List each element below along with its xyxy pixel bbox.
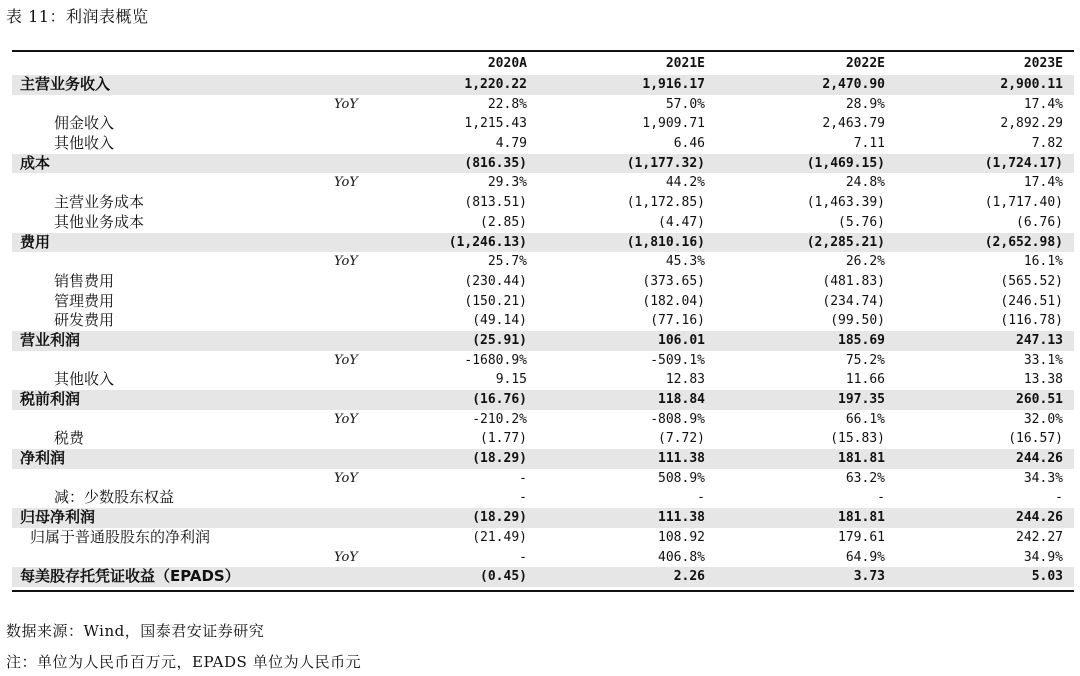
table-row — [12, 469, 1074, 489]
cell-2022e: (1,463.39) — [806, 195, 885, 211]
cell-2021e: - — [697, 490, 705, 506]
cell-2023e: 242.27 — [1016, 529, 1063, 545]
table-row — [12, 213, 1074, 233]
cell-2021e: 111.38 — [658, 510, 705, 526]
cell-2020a: 4.79 — [495, 136, 527, 152]
table-row — [12, 233, 1074, 253]
cell-2020a: 1,215.43 — [464, 116, 527, 132]
cell-2020a: (18.29) — [472, 451, 527, 467]
cell-2020a: - — [519, 549, 527, 565]
cell-2022e: 185.69 — [838, 332, 885, 348]
cell-2023e: 244.26 — [1016, 510, 1063, 526]
cell-2021e: (1,177.32) — [626, 155, 705, 171]
table-row — [12, 272, 1074, 292]
cell-2020a: 25.7% — [487, 254, 527, 270]
cell-2022e: 197.35 — [838, 392, 885, 407]
cell-2022e: 75.2% — [845, 352, 885, 368]
table-header-row — [12, 55, 1074, 73]
table-row — [12, 95, 1074, 115]
cell-2022e: (2,285.21) — [806, 234, 885, 250]
cell-2023e: 7.82 — [1031, 136, 1063, 152]
column-header-2022e: 2022E — [845, 56, 885, 71]
table-bottom-rule — [12, 590, 1074, 592]
cell-2022e: 181.81 — [838, 451, 885, 467]
row-label: 净利润 — [20, 449, 66, 468]
table-row — [12, 252, 1074, 272]
row-label: 归属于普通股股东的净利润 — [30, 527, 211, 546]
table-row — [12, 193, 1074, 213]
cell-2022e: 179.61 — [838, 529, 885, 545]
cell-2020a: (150.21) — [464, 293, 527, 309]
yoy-label: YoY — [334, 352, 358, 368]
cell-2020a: (18.29) — [472, 510, 527, 526]
cell-2021e: 57.0% — [665, 96, 705, 112]
table-row — [12, 311, 1074, 331]
cell-2020a: (49.14) — [472, 313, 527, 329]
table-caption: 表 11：利润表概览 — [6, 7, 149, 26]
table-row — [12, 351, 1074, 371]
cell-2021e: 6.46 — [673, 136, 705, 152]
table-row — [12, 370, 1074, 390]
cell-2022e: 24.8% — [845, 175, 885, 191]
cell-2023e: 13.38 — [1023, 372, 1063, 388]
table-row — [12, 548, 1074, 568]
cell-2021e: 111.38 — [658, 451, 705, 467]
cell-2021e: (373.65) — [642, 273, 705, 289]
cell-2022e: 64.9% — [845, 549, 885, 565]
cell-2020a: (1.77) — [480, 431, 527, 447]
cell-2022e: 66.1% — [845, 411, 885, 427]
cell-2023e: 17.4% — [1023, 96, 1063, 112]
cell-2020a: (813.51) — [464, 195, 527, 211]
cell-2020a: (1,246.13) — [448, 234, 527, 250]
cell-2023e: 5.03 — [1031, 569, 1063, 585]
cell-2023e: (2,652.98) — [984, 234, 1063, 250]
source-note: 数据来源：Wind，国泰君安证券研究 — [6, 622, 265, 640]
row-label: 减：少数股东权益 — [54, 488, 175, 507]
cell-2023e: (16.57) — [1008, 431, 1063, 447]
cell-2021e: (1,172.85) — [626, 195, 705, 211]
cell-2022e: (234.74) — [822, 293, 885, 309]
cell-2020a: (25.91) — [472, 332, 527, 348]
cell-2023e: - — [1055, 490, 1063, 506]
table-row — [12, 410, 1074, 430]
cell-2022e: (15.83) — [830, 431, 885, 447]
yoy-label: YoY — [334, 254, 358, 270]
cell-2020a: (16.76) — [472, 392, 527, 407]
row-label: 其他收入 — [54, 134, 115, 153]
cell-2023e: 244.26 — [1016, 451, 1063, 467]
cell-2020a: -1680.9% — [464, 352, 527, 368]
cell-2023e: 32.0% — [1023, 411, 1063, 427]
cell-2022e: 11.66 — [845, 372, 885, 388]
table-row — [12, 528, 1074, 548]
cell-2021e: 106.01 — [658, 332, 705, 348]
table-row — [12, 75, 1074, 95]
table-row — [12, 331, 1074, 351]
table-row — [12, 154, 1074, 174]
cell-2023e: 2,892.29 — [1000, 116, 1063, 132]
column-header-2021e: 2021E — [665, 56, 705, 71]
row-label: 归母净利润 — [20, 508, 96, 527]
cell-2021e: 1,916.17 — [642, 77, 705, 92]
yoy-label: YoY — [334, 96, 358, 112]
row-label: 税前利润 — [20, 390, 81, 408]
table-row — [12, 114, 1074, 134]
cell-2021e: -509.1% — [650, 352, 705, 368]
table-row — [12, 429, 1074, 449]
cell-2021e: 45.3% — [665, 254, 705, 270]
cell-2021e: (7.72) — [658, 431, 705, 447]
cell-2021e: 406.8% — [658, 549, 705, 565]
cell-2022e: (99.50) — [830, 313, 885, 329]
cell-2023e: 247.13 — [1016, 332, 1063, 348]
column-header-2020a: 2020A — [487, 56, 527, 71]
cell-2020a: 22.8% — [487, 96, 527, 112]
cell-2021e: 12.83 — [665, 372, 705, 388]
table-row — [12, 488, 1074, 508]
row-label: 佣金收入 — [54, 114, 115, 133]
row-label: 其他收入 — [54, 370, 115, 389]
yoy-label: YoY — [334, 549, 358, 565]
cell-2022e: 26.2% — [845, 254, 885, 270]
cell-2020a: (2.85) — [480, 214, 527, 230]
column-header-2023e: 2023E — [1023, 56, 1063, 71]
cell-2021e: 118.84 — [658, 392, 705, 407]
table-row — [12, 449, 1074, 469]
cell-2022e: 181.81 — [838, 510, 885, 526]
row-label: 其他业务成本 — [54, 212, 145, 231]
row-label: 主营业务成本 — [54, 193, 145, 212]
cell-2023e: (246.51) — [1000, 293, 1063, 309]
cell-2023e: 34.3% — [1023, 470, 1063, 486]
cell-2023e: 33.1% — [1023, 352, 1063, 368]
table-row — [12, 134, 1074, 154]
cell-2021e: (4.47) — [658, 214, 705, 230]
cell-2020a: -210.2% — [472, 411, 527, 427]
table-top-rule — [12, 50, 1074, 52]
cell-2023e: 34.9% — [1023, 549, 1063, 565]
income-statement-table — [12, 75, 1074, 587]
cell-2022e: (481.83) — [822, 273, 885, 289]
yoy-label: YoY — [334, 175, 358, 191]
cell-2020a: (230.44) — [464, 273, 527, 289]
cell-2022e: (5.76) — [838, 214, 885, 230]
cell-2021e: 108.92 — [658, 529, 705, 545]
row-label: 成本 — [20, 153, 51, 172]
table-row — [12, 508, 1074, 528]
cell-2020a: (21.49) — [472, 529, 527, 545]
cell-2023e: (116.78) — [1000, 313, 1063, 329]
row-label: 税费 — [54, 429, 85, 448]
cell-2023e: (6.76) — [1016, 214, 1063, 230]
cell-2022e: 7.11 — [853, 136, 885, 152]
cell-2023e: 16.1% — [1023, 254, 1063, 270]
cell-2022e: 63.2% — [845, 470, 885, 486]
cell-2023e: 17.4% — [1023, 175, 1063, 191]
row-label: 管理费用 — [54, 291, 115, 310]
cell-2021e: (182.04) — [642, 293, 705, 309]
yoy-label: YoY — [334, 411, 358, 427]
unit-note: 注：单位为人民币百万元，EPADS 单位为人民币元 — [6, 653, 362, 671]
cell-2020a: 1,220.22 — [464, 77, 527, 92]
cell-2020a: (816.35) — [464, 155, 527, 171]
row-label: 主营业务收入 — [20, 75, 111, 93]
row-label: 营业利润 — [20, 330, 81, 349]
cell-2022e: 3.73 — [853, 569, 885, 585]
cell-2023e: 260.51 — [1016, 392, 1063, 407]
cell-2023e: (1,717.40) — [984, 195, 1063, 211]
cell-2021e: -808.9% — [650, 411, 705, 427]
cell-2022e: 2,463.79 — [822, 116, 885, 132]
row-label: 费用 — [20, 232, 51, 251]
cell-2021e: 508.9% — [658, 470, 705, 486]
cell-2023e: (565.52) — [1000, 273, 1063, 289]
row-label: 销售费用 — [54, 271, 115, 290]
row-label: 每美股存托凭证收益（EPADS） — [20, 567, 240, 586]
yoy-label: YoY — [334, 470, 358, 486]
cell-2022e: - — [877, 490, 885, 506]
table-row — [12, 567, 1074, 587]
cell-2023e: 2,900.11 — [1000, 77, 1063, 92]
cell-2022e: (1,469.15) — [806, 155, 885, 171]
cell-2021e: 1,909.71 — [642, 116, 705, 132]
cell-2021e: 2.26 — [673, 569, 705, 585]
cell-2022e: 2,470.90 — [822, 77, 885, 92]
cell-2021e: (1,810.16) — [626, 234, 705, 250]
row-label: 研发费用 — [54, 311, 115, 330]
cell-2020a: - — [519, 470, 527, 486]
table-row — [12, 173, 1074, 193]
table-row — [12, 292, 1074, 312]
cell-2023e: (1,724.17) — [984, 155, 1063, 171]
cell-2021e: 44.2% — [665, 175, 705, 191]
cell-2021e: (77.16) — [650, 313, 705, 329]
cell-2020a: 9.15 — [495, 372, 527, 388]
cell-2022e: 28.9% — [845, 96, 885, 112]
cell-2020a: - — [519, 490, 527, 506]
table-row — [12, 390, 1074, 410]
cell-2020a: 29.3% — [487, 175, 527, 191]
cell-2020a: (0.45) — [480, 569, 527, 585]
